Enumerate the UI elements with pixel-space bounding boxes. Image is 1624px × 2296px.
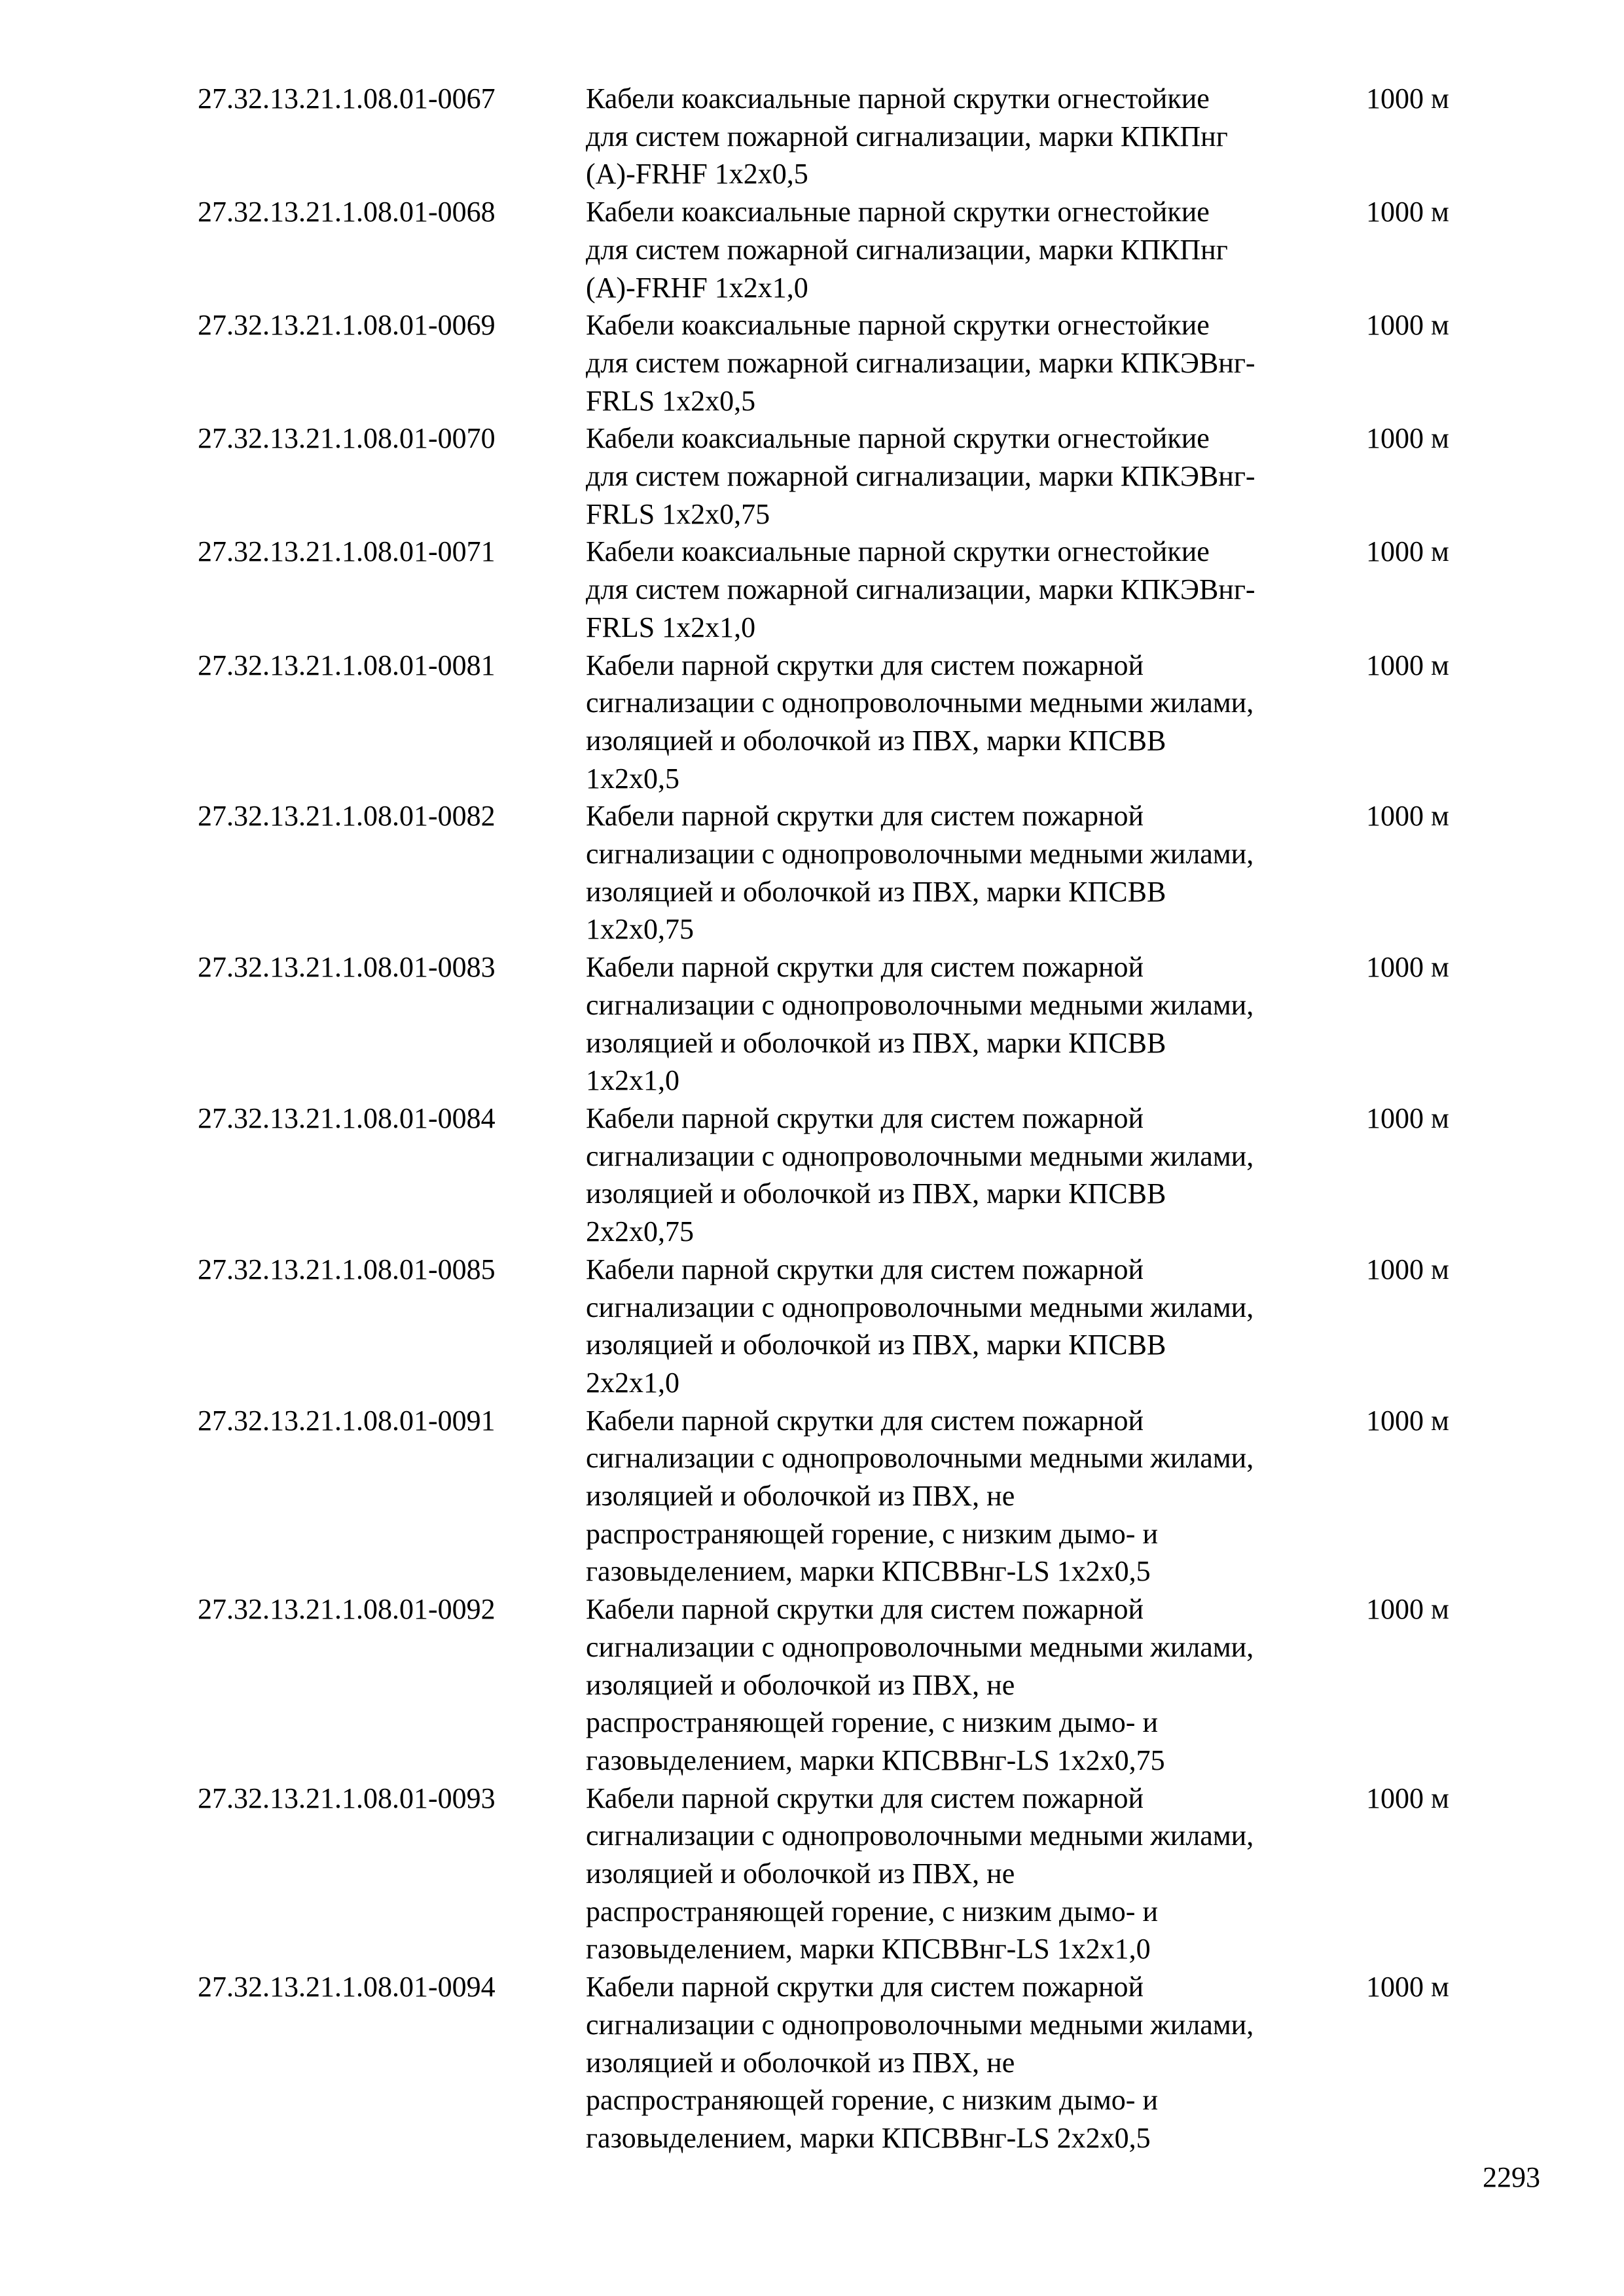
entry-row — [0, 306, 1624, 420]
entry-code: 27.32.13.21.1.08.01-0071 — [198, 535, 496, 568]
entry-unit: 1000 м — [1366, 1102, 1449, 1134]
entry-row — [0, 1402, 1624, 1591]
entry-code: 27.32.13.21.1.08.01-0083 — [198, 951, 496, 984]
entry-unit: 1000 м — [1366, 196, 1449, 228]
entry-unit: 1000 м — [1366, 82, 1449, 115]
entry-unit: 1000 м — [1366, 1593, 1449, 1626]
entry-description: Кабели коаксиальные парной скрутки огнестойкие для систем пожарной сигнализации, марки КПКПнг (А)-FRHF 1х2х1,0 — [586, 196, 1228, 304]
entry-description: Кабели коаксиальные парной скрутки огнестойкие для систем пожарной сигнализации, марки КПКЭВнг- FRLS 1х2х0,75 — [586, 422, 1255, 530]
entry-row — [0, 1780, 1624, 1969]
entry-code: 27.32.13.21.1.08.01-0091 — [198, 1404, 496, 1437]
entry-row — [0, 1251, 1624, 1402]
entry-row — [0, 647, 1624, 798]
entry-description: Кабели парной скрутки для систем пожарной сигнализации с однопроволочными медными жилами, изоляцией и оболочкой из ПВХ, не распространяющей горение, с низким дымо- и газовыделением, марки КПСВВнг-LS 1х2х0,5 — [586, 1404, 1254, 1588]
entry-code: 27.32.13.21.1.08.01-0094 — [198, 1971, 496, 2003]
entry-code: 27.32.13.21.1.08.01-0069 — [198, 309, 496, 342]
entry-code: 27.32.13.21.1.08.01-0082 — [198, 800, 496, 833]
entry-description: Кабели парной скрутки для систем пожарной сигнализации с однопроволочными медными жилами, изоляцией и оболочкой из ПВХ, не распространяющей горение, с низким дымо- и газовыделением, марки КПСВВнг-LS 1х2х1,0 — [586, 1782, 1254, 1965]
entry-unit: 1000 м — [1366, 1253, 1449, 1285]
entry-row — [0, 1968, 1624, 2157]
entry-row — [0, 533, 1624, 646]
entry-row — [0, 797, 1624, 948]
entry-description: Кабели парной скрутки для систем пожарной сигнализации с однопроволочными медными жилами, изоляцией и оболочкой из ПВХ, марки КПСВВ 2х2х0,75 — [586, 1102, 1254, 1248]
entry-code: 27.32.13.21.1.08.01-0070 — [198, 422, 496, 455]
entry-description: Кабели коаксиальные парной скрутки огнестойкие для систем пожарной сигнализации, марки КПКПнг (А)-FRHF 1х2х0,5 — [586, 82, 1228, 190]
entry-description: Кабели парной скрутки для систем пожарной сигнализации с однопроволочными медными жилами, изоляцией и оболочкой из ПВХ, марки КПСВВ 1х2х1,0 — [586, 951, 1254, 1097]
entry-row — [0, 1590, 1624, 1780]
entry-unit: 1000 м — [1366, 649, 1449, 681]
entry-unit: 1000 м — [1366, 951, 1449, 984]
entry-code: 27.32.13.21.1.08.01-0093 — [198, 1782, 496, 1814]
entry-description: Кабели парной скрутки для систем пожарной сигнализации с однопроволочными медными жилами, изоляцией и оболочкой из ПВХ, марки КПСВВ 1х2х0,5 — [586, 649, 1254, 795]
entry-row — [0, 420, 1624, 533]
entry-description: Кабели коаксиальные парной скрутки огнестойкие для систем пожарной сигнализации, марки КПКЭВнг- FRLS 1х2х0,5 — [586, 309, 1255, 417]
entry-description: Кабели коаксиальные парной скрутки огнестойкие для систем пожарной сигнализации, марки КПКЭВнг- FRLS 1х2х1,0 — [586, 535, 1255, 643]
entry-unit: 1000 м — [1366, 535, 1449, 568]
entry-row — [0, 80, 1624, 193]
entry-row — [0, 193, 1624, 306]
entry-code: 27.32.13.21.1.08.01-0068 — [198, 196, 496, 228]
entry-unit: 1000 м — [1366, 800, 1449, 833]
entry-row — [0, 1100, 1624, 1251]
entry-unit: 1000 м — [1366, 1404, 1449, 1437]
entry-description: Кабели парной скрутки для систем пожарной сигнализации с однопроволочными медными жилами, изоляцией и оболочкой из ПВХ, не распространяющей горение, с низким дымо- и газовыделением, марки КПСВВнг-LS 2х2х0,5 — [586, 1971, 1254, 2154]
entry-unit: 1000 м — [1366, 422, 1449, 455]
entry-description: Кабели парной скрутки для систем пожарной сигнализации с однопроволочными медными жилами, изоляцией и оболочкой из ПВХ, марки КПСВВ 1х2х0,75 — [586, 800, 1254, 946]
entry-code: 27.32.13.21.1.08.01-0067 — [198, 82, 496, 115]
entry-code: 27.32.13.21.1.08.01-0092 — [198, 1593, 496, 1626]
entry-code: 27.32.13.21.1.08.01-0081 — [198, 649, 496, 681]
entry-unit: 1000 м — [1366, 1971, 1449, 2003]
entry-description: Кабели парной скрутки для систем пожарной сигнализации с однопроволочными медными жилами, изоляцией и оболочкой из ПВХ, не распространяющей горение, с низким дымо- и газовыделением, марки КПСВВнг-LS 1х2х0,75 — [586, 1593, 1254, 1776]
entry-unit: 1000 м — [1366, 1782, 1449, 1814]
entry-list — [0, 80, 1624, 2157]
entry-code: 27.32.13.21.1.08.01-0085 — [198, 1253, 496, 1285]
entry-unit: 1000 м — [1366, 309, 1449, 342]
entry-description: Кабели парной скрутки для систем пожарной сигнализации с однопроволочными медными жилами, изоляцией и оболочкой из ПВХ, марки КПСВВ 2х2х1,0 — [586, 1253, 1254, 1399]
entry-row — [0, 948, 1624, 1100]
page-number: 2293 — [1483, 2161, 1540, 2193]
entry-code: 27.32.13.21.1.08.01-0084 — [198, 1102, 496, 1134]
